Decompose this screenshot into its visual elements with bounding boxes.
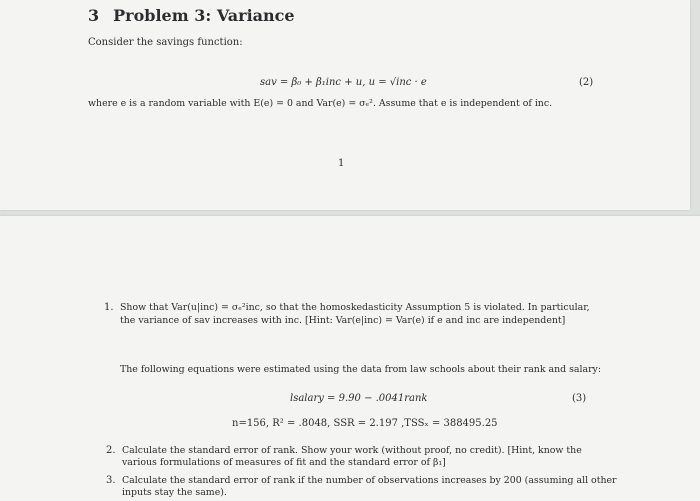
question-2-line-2: various formulations of measures of fit and the standard error of β₁] [122,457,446,468]
page-1 [0,0,690,210]
question-3-number: 3. [106,475,116,486]
assumption-text: where e is a random variable with E(e) = 0 and Var(e) = σₑ². Assume that e is independent of inc. [88,98,553,109]
question-1-number: 1. [104,302,114,313]
equation-number: (2) [579,77,594,88]
question-2-number: 2. [106,445,116,456]
question-1-line-2: the variance of sav increases with inc. [Hint: Var(e|inc) = Var(e) if e and inc are independent] [120,315,566,326]
question-2-line-1: Calculate the standard error of rank. Show your work (without proof, no credit). [Hint, know the [122,445,582,456]
question-3-line-2: inputs stay the same). [122,487,227,498]
section-heading [88,7,295,25]
intro-text: Consider the savings function: [88,37,243,48]
equation-number: (3) [572,393,587,404]
section-number: 3 [88,6,100,25]
data-intro-text: The following equations were estimated using the data from law schools about their rank and salary: [120,364,602,375]
page-2 [0,216,700,501]
regression-stats: n=156, R² = .8048, SSR = 2.197 ,TSSₓ = 388495.25 [232,418,498,429]
question-1-line-1: Show that Var(u|inc) = σₑ²inc, so that the homoskedasticity Assumption 5 is violated. In particular, [120,302,590,313]
question-3-line-1: Calculate the standard error of rank if the number of observations increases by 200 (assuming all other [122,475,617,486]
savings-equation: sav = β₀ + β₁inc + u, u = √inc · e [260,77,427,88]
salary-equation: lsalary = 9.90 − .0041rank [290,393,428,404]
page-number: 1 [338,158,345,169]
section-title: Problem 3: Variance [113,6,295,25]
